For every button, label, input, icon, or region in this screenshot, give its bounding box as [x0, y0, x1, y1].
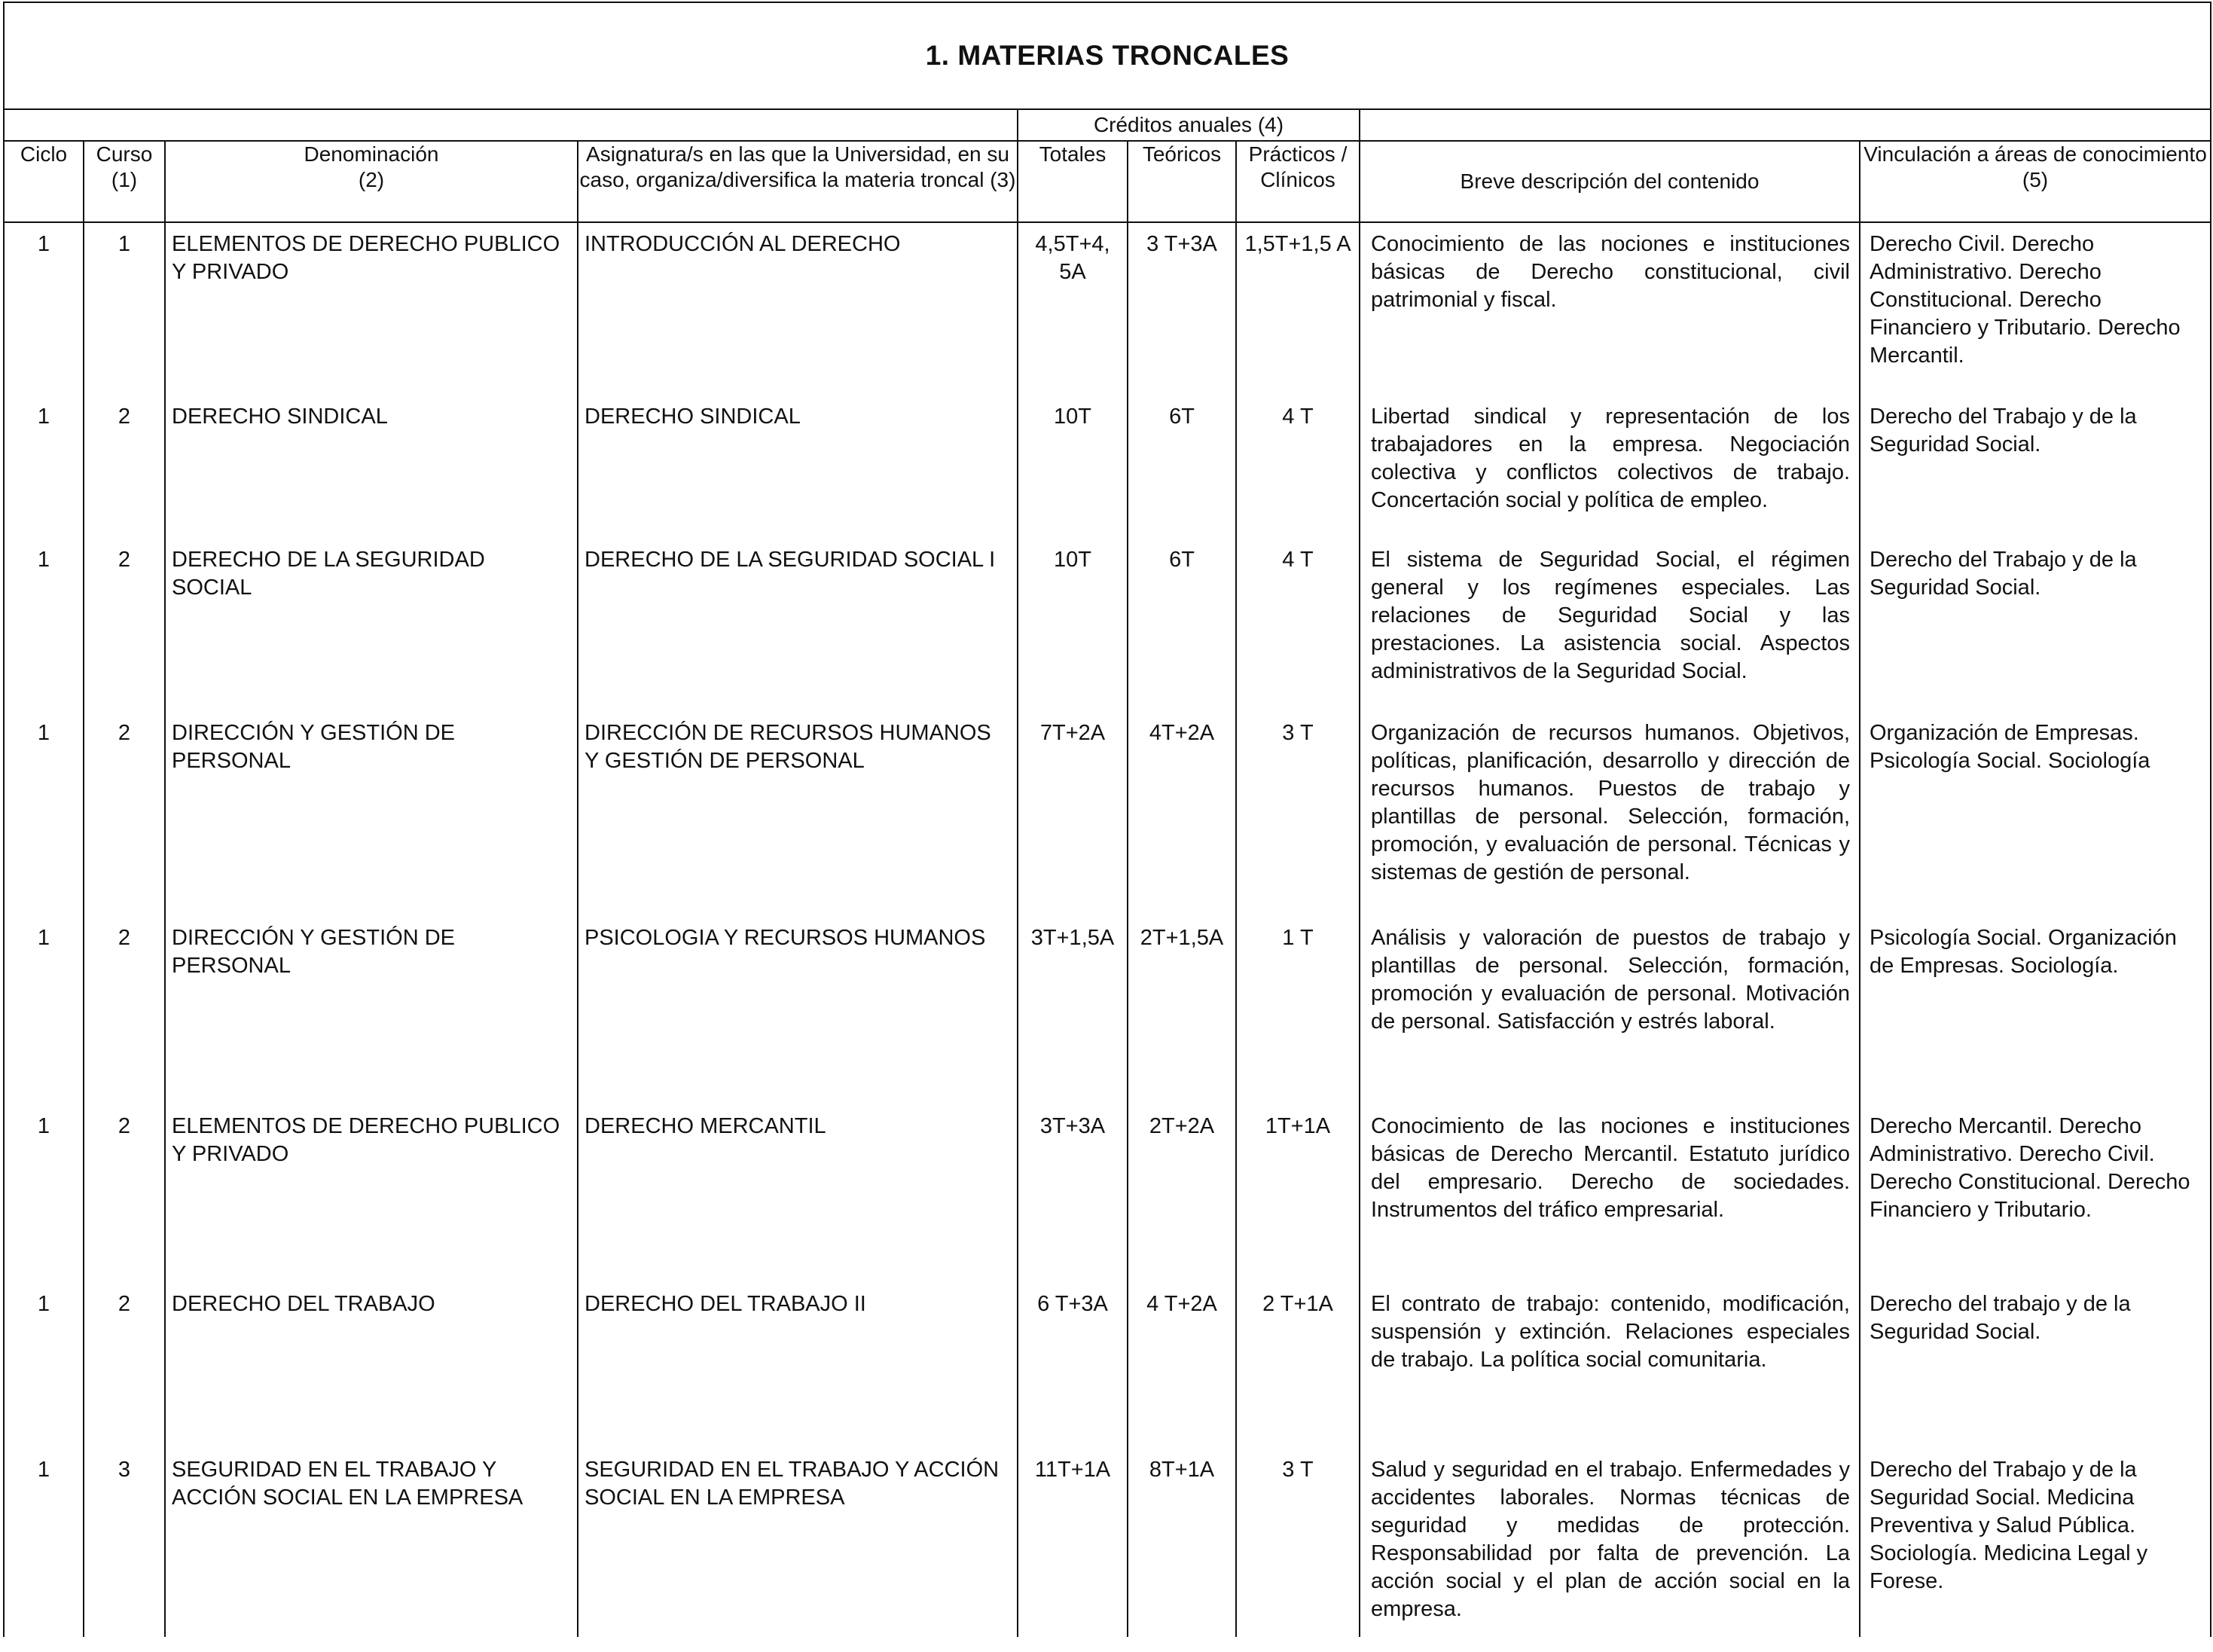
table-row	[4, 917, 2211, 1105]
cell-curso: 2	[84, 1105, 165, 1283]
cell-practicos: 2 T+1A	[1236, 1283, 1360, 1449]
cell-ciclo: 1	[4, 1283, 84, 1449]
cell-teoricos: 3 T+3A	[1128, 222, 1236, 395]
table-row	[4, 539, 2211, 712]
cell-ciclo: 1	[4, 712, 84, 917]
cell-asignatura: INTRODUCCIÓN AL DERECHO	[578, 222, 1018, 395]
cell-curso: 2	[84, 712, 165, 917]
document-page	[3, 2, 2210, 1650]
cell-totales: 4,5T+4, 5A	[1018, 222, 1128, 395]
cell-curso: 3	[84, 1449, 165, 1637]
cell-ciclo: 1	[4, 1105, 84, 1283]
cell-teoricos: 4T+2A	[1128, 712, 1236, 917]
cell-teoricos: 2T+1,5A	[1128, 917, 1236, 1105]
cell-curso: 2	[84, 917, 165, 1105]
cell-totales: 6 T+3A	[1018, 1283, 1128, 1449]
cell-descripcion: Organización de recursos humanos. Objetivos, políticas, planificación, desarrollo y dirección de recursos humanos. Puestos de trabajo y plantillas de personal. Selección, formación, promoción, y evaluación de personal. Técnicas y sistemas de gestión de personal.	[1360, 712, 1860, 917]
table-row	[4, 712, 2211, 917]
cell-descripcion: Conocimiento de las nociones e instituciones básicas de Derecho Mercantil. Estatuto jurídico del empresario. Derecho de sociedades. Instrumentos del tráfico empresarial.	[1360, 1105, 1860, 1283]
col-header-ciclo: Ciclo	[4, 141, 84, 222]
col-header-denominacion: Denominación (2)	[165, 141, 578, 222]
cell-descripcion: Conocimiento de las nociones e instituciones básicas de Derecho constitucional, civil patrimonial y fiscal.	[1360, 222, 1860, 395]
col-header-descripcion: Breve descripción del contenido	[1360, 141, 1860, 222]
cell-totales: 3T+3A	[1018, 1105, 1128, 1283]
col-header-totales: Totales	[1018, 141, 1128, 222]
cell-totales: 7T+2A	[1018, 712, 1128, 917]
table-row	[4, 1105, 2211, 1283]
group-header-blank-right	[1360, 109, 2211, 141]
cell-curso: 2	[84, 539, 165, 712]
cell-practicos: 4 T	[1236, 539, 1360, 712]
cell-ciclo: 1	[4, 222, 84, 395]
cell-asignatura: DERECHO DE LA SEGURIDAD SOCIAL I	[578, 539, 1018, 712]
cell-teoricos: 6T	[1128, 539, 1236, 712]
cell-practicos: 1T+1A	[1236, 1105, 1360, 1283]
cell-vinculacion: Derecho del trabajo y de la Seguridad Social.	[1860, 1283, 2211, 1449]
cell-practicos: 3 T	[1236, 712, 1360, 917]
cell-totales: 10T	[1018, 395, 1128, 539]
col-header-vinculacion: Vinculación a áreas de conocimiento (5)	[1860, 141, 2211, 222]
cell-vinculacion: Derecho del Trabajo y de la Seguridad Social. Medicina Preventiva y Salud Pública. Sociología. Medicina Legal y Forese.	[1860, 1449, 2211, 1637]
cell-teoricos: 4 T+2A	[1128, 1283, 1236, 1449]
cell-asignatura: DERECHO SINDICAL	[578, 395, 1018, 539]
table-row	[4, 1283, 2211, 1449]
cell-denominacion: SEGURIDAD EN EL TRABAJO Y ACCIÓN SOCIAL EN LA EMPRESA	[165, 1449, 578, 1637]
cell-vinculacion: Psicología Social. Organización de Empresas. Sociología.	[1860, 917, 2211, 1105]
cell-descripcion: Libertad sindical y representación de los trabajadores en la empresa. Negociación colectiva y conflictos colectivos de trabajo. Concertación social y política de empleo.	[1360, 395, 1860, 539]
col-header-teoricos: Teóricos	[1128, 141, 1236, 222]
materias-troncales-table	[3, 2, 2211, 1637]
cell-descripcion: Análisis y valoración de puestos de trabajo y plantillas de personal. Selección, formación, promoción y evaluación de personal. Motivación de personal. Satisfacción y estrés laboral.	[1360, 917, 1860, 1105]
cell-denominacion: DERECHO SINDICAL	[165, 395, 578, 539]
col-header-curso: Curso (1)	[84, 141, 165, 222]
cell-totales: 3T+1,5A	[1018, 917, 1128, 1105]
cell-denominacion: ELEMENTOS DE DERECHO PUBLICO Y PRIVADO	[165, 1105, 578, 1283]
cell-asignatura: DIRECCIÓN DE RECURSOS HUMANOS Y GESTIÓN DE PERSONAL	[578, 712, 1018, 917]
cell-curso: 2	[84, 395, 165, 539]
table-title: 1. MATERIAS TRONCALES	[4, 2, 2211, 109]
cell-teoricos: 6T	[1128, 395, 1236, 539]
cell-curso: 2	[84, 1283, 165, 1449]
cell-practicos: 4 T	[1236, 395, 1360, 539]
cell-ciclo: 1	[4, 539, 84, 712]
cell-teoricos: 8T+1A	[1128, 1449, 1236, 1637]
cell-teoricos: 2T+2A	[1128, 1105, 1236, 1283]
cell-descripcion: Salud y seguridad en el trabajo. Enfermedades y accidentes laborales. Normas técnicas de seguridad y medidas de protección. Responsabilidad por falta de prevención. La acción social y el plan de acción social en la empresa.	[1360, 1449, 1860, 1637]
table-row	[4, 395, 2211, 539]
cell-ciclo: 1	[4, 1449, 84, 1637]
cell-vinculacion: Derecho del Trabajo y de la Seguridad Social.	[1860, 395, 2211, 539]
cell-denominacion: DERECHO DE LA SEGURIDAD SOCIAL	[165, 539, 578, 712]
cell-denominacion: DERECHO DEL TRABAJO	[165, 1283, 578, 1449]
cell-asignatura: DERECHO DEL TRABAJO II	[578, 1283, 1018, 1449]
cell-totales: 10T	[1018, 539, 1128, 712]
cell-practicos: 3 T	[1236, 1449, 1360, 1637]
col-header-asignatura: Asignatura/s en las que la Universidad, en su caso, organiza/diversifica la materia troncal (3)	[578, 141, 1018, 222]
cell-asignatura: DERECHO MERCANTIL	[578, 1105, 1018, 1283]
cell-curso: 1	[84, 222, 165, 395]
cell-denominacion: ELEMENTOS DE DERECHO PUBLICO Y PRIVADO	[165, 222, 578, 395]
creditos-group-header: Créditos anuales (4)	[1018, 109, 1360, 141]
cell-totales: 11T+1A	[1018, 1449, 1128, 1637]
cell-practicos: 1,5T+1,5 A	[1236, 222, 1360, 395]
cell-asignatura: SEGURIDAD EN EL TRABAJO Y ACCIÓN SOCIAL EN LA EMPRESA	[578, 1449, 1018, 1637]
cell-vinculacion: Derecho Civil. Derecho Administrativo. Derecho Constitucional. Derecho Financiero y Tributario. Derecho Mercantil.	[1860, 222, 2211, 395]
cell-denominacion: DIRECCIÓN Y GESTIÓN DE PERSONAL	[165, 712, 578, 917]
table-row	[4, 1449, 2211, 1637]
table-row	[4, 222, 2211, 395]
cell-asignatura: PSICOLOGIA Y RECURSOS HUMANOS	[578, 917, 1018, 1105]
cell-practicos: 1 T	[1236, 917, 1360, 1105]
group-header-blank	[4, 109, 1018, 141]
cell-vinculacion: Organización de Empresas. Psicología Social. Sociología	[1860, 712, 2211, 917]
cell-ciclo: 1	[4, 395, 84, 539]
cell-descripcion: El contrato de trabajo: contenido, modificación, suspensión y extinción. Relaciones especiales de trabajo. La política social comunitaria.	[1360, 1283, 1860, 1449]
cell-denominacion: DIRECCIÓN Y GESTIÓN DE PERSONAL	[165, 917, 578, 1105]
cell-vinculacion: Derecho del Trabajo y de la Seguridad Social.	[1860, 539, 2211, 712]
cell-vinculacion: Derecho Mercantil. Derecho Administrativo. Derecho Civil. Derecho Constitucional. Derecho Financiero y Tributario.	[1860, 1105, 2211, 1283]
col-header-practicos: Prácticos / Clínicos	[1236, 141, 1360, 222]
cell-descripcion: El sistema de Seguridad Social, el régimen general y los regímenes especiales. Las relaciones de Seguridad Social y las prestaciones. La asistencia social. Aspectos administrativos de la Seguridad Social.	[1360, 539, 1860, 712]
cell-ciclo: 1	[4, 917, 84, 1105]
